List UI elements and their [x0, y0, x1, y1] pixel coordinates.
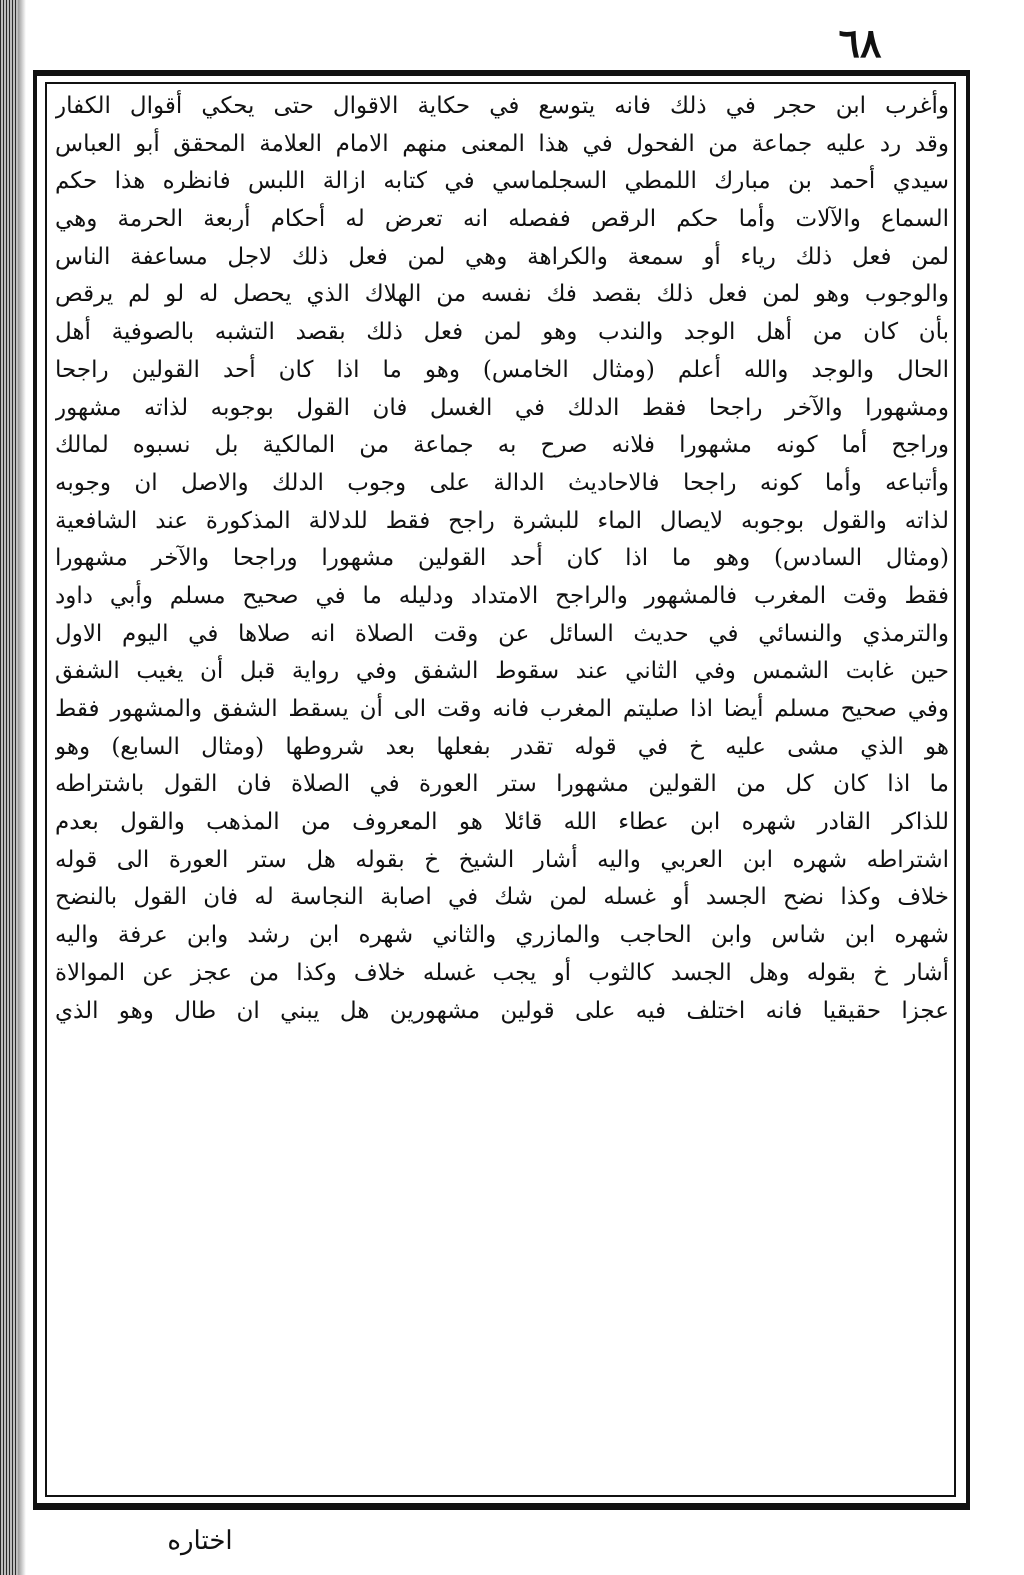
binding-edge	[0, 0, 26, 1575]
text-line-21: اشتراطه شهره ابن العربي واليه أشار الشيخ خ بقوله هل ستر العورة الى قوله	[55, 846, 949, 873]
text-line-8: الحال والوجد والله أعلم (ومثال الخامس) وهو ما اذا كان أحد القولين راجحا	[55, 356, 949, 383]
text-line-5: لمن فعل ذلك رياء أو سمعة والكراهة وهي لمن فعل ذلك لاجل مساعفة الناس	[55, 243, 949, 270]
text-line-14: فقط وقت المغرب فالمشهور والراجح الامتداد ودليله ما في صحيح مسلم وأبي داود	[55, 582, 949, 609]
text-line-13: (ومثال السادس) وهو ما اذا كان أحد القولين مشهورا وراجحا والآخر مشهورا	[55, 545, 949, 572]
text-line-22: خلاف وكذا نضح الجسد أو غسله لمن شك في اصابة النجاسة له فان القول بالنضح	[55, 884, 949, 911]
text-line-6: والوجوب وهو لمن فعل ذلك بقصد فك نفسه من الهلاك الذي يحصل له لو لم يرقص	[55, 281, 949, 308]
text-line-12: لذاته والقول بوجوبه لايصال الماء للبشرة راجح فقط للدلالة المذكورة عند الشافعية	[55, 507, 949, 534]
page-number: ٦٨	[838, 20, 882, 67]
text-line-20: للذاكر القادر شهره ابن عطاء الله قائلا هو المعروف من المذهب والقول بعدم	[55, 809, 949, 836]
text-line-9: ومشهورا والآخر راجحا فقط الدلك في الغسل فان القول بوجوبه لذاته مشهور	[55, 394, 949, 421]
text-line-15: والترمذي والنسائي في حديث السائل عن وقت الصلاة انه صلاها في اليوم الاول	[55, 620, 949, 647]
text-line-2: وقد رد عليه جماعة من الفحول في هذا المعنى منهم الامام العلامة المحقق أبو العباس	[55, 130, 949, 157]
text-line-19: ما اذا كان كل من القولين مشهورا ستر العورة في الصلاة فان القول باشتراطه	[55, 771, 949, 798]
text-line-11: وأتباعه وأما كونه راجحا فالاحاديث الدالة على وجوب الدلك والاصل ان وجوبه	[55, 469, 949, 496]
text-line-10: وراجح أما كونه مشهورا فلانه صرح به جماعة من المالكية بل نسبوه لمالك	[55, 432, 949, 459]
text-line-1: وأغرب ابن حجر في ذلك فانه يتوسع في حكاية الاقوال حتى يحكي أقوال الكفار	[55, 93, 949, 119]
text-line-16: حين غابت الشمس وفي الثاني عند سقوط الشفق وفي رواية قبل أن يغيب الشفق	[55, 658, 949, 685]
text-line-18: هو الذي مشى عليه خ في قوله تقدر بفعلها بعد شروطها (ومثال السابع) وهو	[55, 733, 949, 760]
text-line-24: أشار خ بقوله وهل الجسد كالثوب أو يجب غسله خلاف وكذا من عجز عن الموالاة	[55, 959, 949, 986]
text-line-7: بأن كان من أهل الوجد والندب وهو لمن فعل ذلك بقصد التشبه بالصوفية أهل	[55, 319, 949, 346]
text-line-3: سيدي أحمد بن مبارك اللمطي السجلماسي في كتابه ازالة اللبس فانظره هذا حكم	[55, 168, 949, 195]
catchword: اختاره	[167, 1526, 233, 1556]
main-text-block	[55, 88, 949, 1492]
text-line-4: السماع والآلات وأما حكم الرقص ففصله انه تعرض له أحكام أربعة الحرمة وهي	[55, 206, 949, 233]
text-line-25: عجزا حقيقيا فانه اختلف فيه على قولين مشهورين هل يبني ان طال وهو الذي	[55, 997, 949, 1024]
text-line-23: شهره ابن شاس وابن الحاجب والمازري والثاني شهره ابن رشد وابن عرفة واليه	[55, 922, 949, 949]
text-line-17: وفي صحيح مسلم أيضا اذا صليتم المغرب فانه وقت الى أن يسقط الشفق والمشهور فقط	[55, 696, 949, 722]
